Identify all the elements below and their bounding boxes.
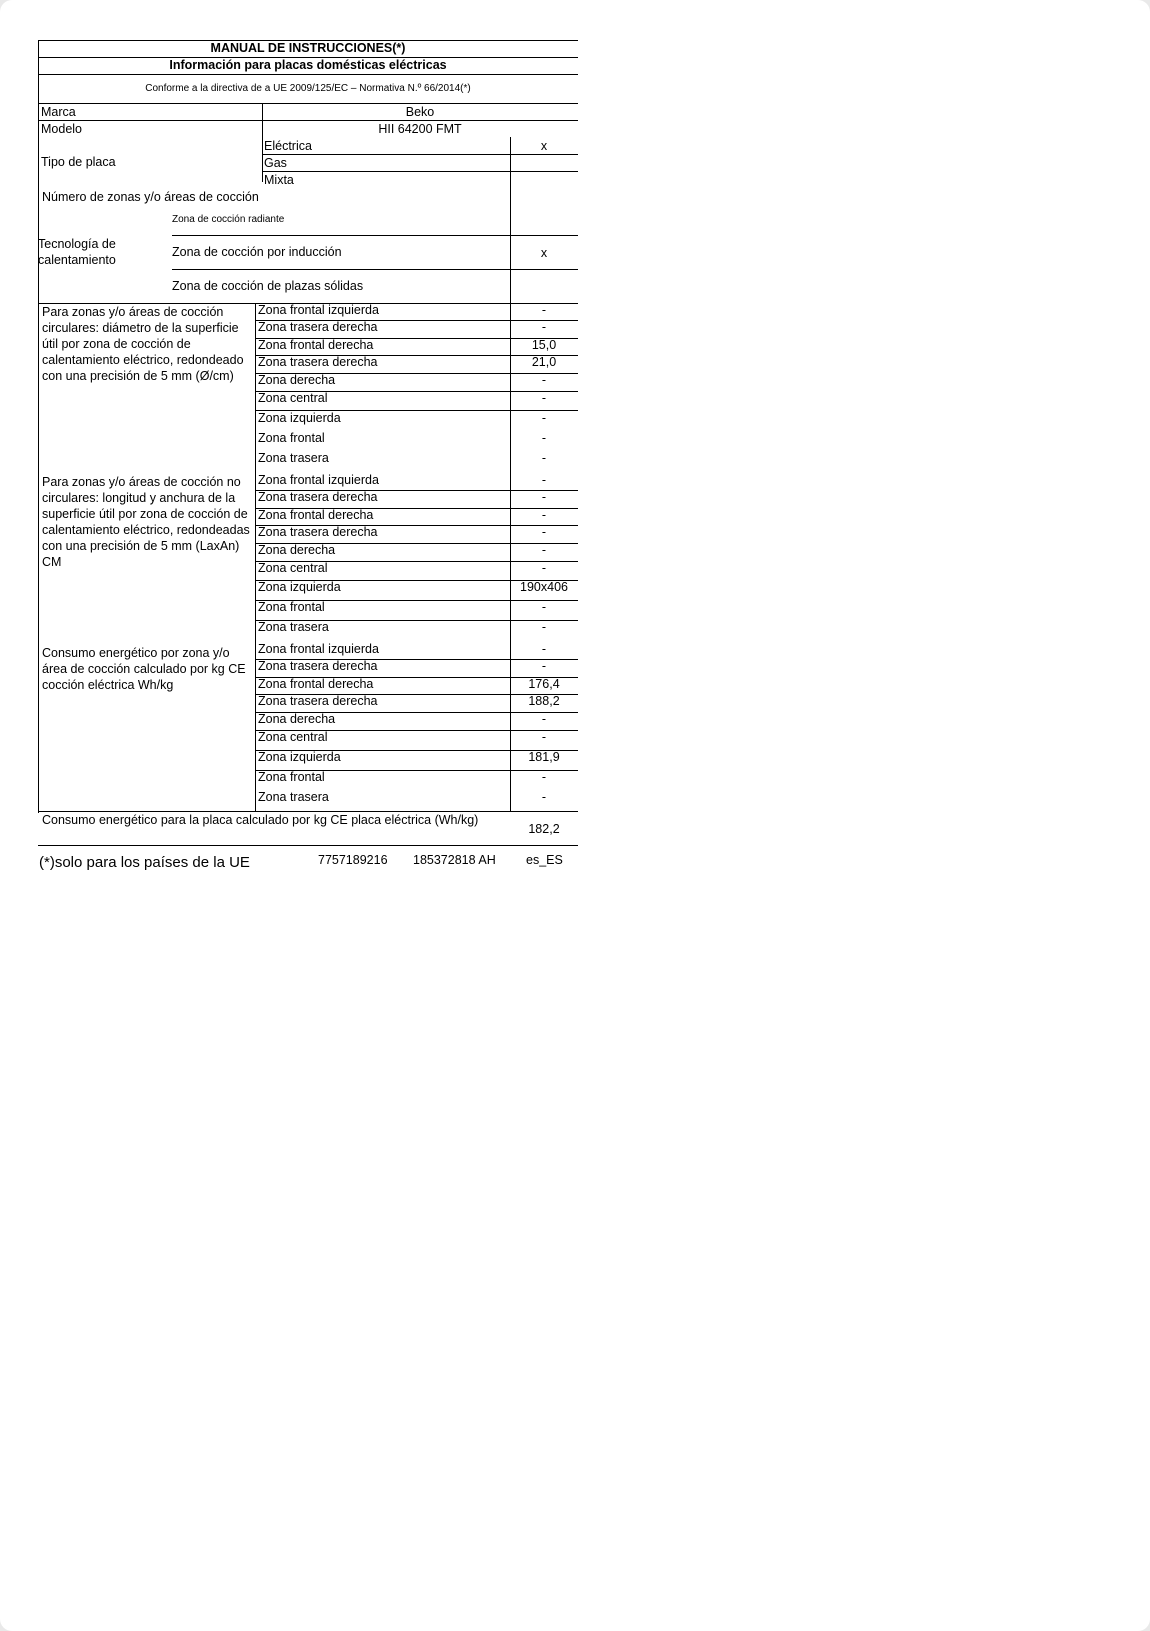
zone-value: - [541,525,547,539]
zone-value: - [541,600,547,614]
zone-label: Zona trasera derecha [258,659,378,673]
zone-label: Zona trasera derecha [258,320,378,334]
zone-value: - [541,659,547,673]
model-value: HII 64200 FMT [378,122,462,136]
zone-value: - [541,712,547,726]
zone-label: Zona central [258,391,328,405]
zone-value: 176,4 [528,677,560,691]
zone-label: Zona izquierda [258,580,341,594]
zone-value: 190x406 [520,580,568,594]
footer-locale: es_ES [526,853,563,867]
zone-label: Zona trasera derecha [258,490,378,504]
zone-value: - [541,411,547,425]
zone-label: Zona frontal izquierda [258,642,379,656]
heating-tech-option-label: Zona de cocción radiante [172,214,285,225]
zone-label: Zona izquierda [258,411,341,425]
zone-value: - [541,473,547,487]
footer-code: 7757189216 [318,853,388,867]
footer-note: (*)solo para los países de la UE [39,854,250,871]
circular-section-label: Para zonas y/o áreas de cocción circulares: diámetro de la superficie útil por zona de cocción de calentamiento eléctrico, redondeado con una precisión de 5 mm (Ø/cm) [42,305,244,383]
zone-value: - [541,730,547,744]
zone-label: Zona central [258,561,328,575]
zone-value: - [541,620,547,634]
zone-value: - [541,320,547,334]
zone-value: - [541,770,547,784]
heating-tech-option-value: x [540,246,548,260]
zone-label: Zona derecha [258,543,336,557]
hob-type-option-label: Eléctrica [264,139,312,153]
zone-label: Zona izquierda [258,750,341,764]
heating-tech-option-label: Zona de cocción de plazas sólidas [172,279,364,293]
total-consumption-value: 182,2 [528,822,560,836]
energy-section-label: Consumo energético por zona y/o área de cocción calculado por kg CE cocción eléctrica Wh/kg [42,646,246,692]
zone-value: - [541,642,547,656]
zone-label: Zona frontal derecha [258,677,374,691]
zone-label: Zona trasera derecha [258,525,378,539]
model-label: Modelo [41,122,82,136]
heating-tech-label: calentamiento [38,253,116,267]
hob-type-label: Tipo de placa [41,155,116,169]
zone-label: Zona derecha [258,712,336,726]
hob-type-option-value: x [540,139,548,153]
zone-value: - [541,431,547,445]
zone-label: Zona central [258,730,328,744]
zone-label: Zona frontal [258,770,325,784]
non-circular-section-label: Para zonas y/o áreas de cocción no circulares: longitud y anchura de la superficie útil por zona de cocción de calentamiento eléctrico, redondeadas con una precisión de 5 mm (LaxAn) CM [42,475,250,569]
brand-value: Beko [405,105,435,119]
zone-label: Zona frontal [258,600,325,614]
zone-label: Zona frontal derecha [258,508,374,522]
footer-code: 185372818 AH [413,853,496,867]
zone-value: - [541,373,547,387]
zone-label: Zona frontal izquierda [258,473,379,487]
total-consumption-label: Consumo energético para la placa calculado por kg CE placa eléctrica (Wh/kg) [42,813,479,827]
zone-value: - [541,543,547,557]
zone-label: Zona frontal [258,431,325,445]
hob-type-option-label: Gas [264,156,287,170]
directive-text: Conforme a la directiva de a UE 2009/125/EC – Normativa N.º 66/2014(*) [145,83,471,94]
manual-subtitle: Información para placas domésticas eléctricas [169,58,447,72]
heating-tech-option-label: Zona de cocción por inducción [172,245,342,259]
zone-value: 188,2 [528,694,560,708]
zone-value: - [541,303,547,317]
zone-label: Zona trasera [258,451,329,465]
heating-tech-label: Tecnología de [38,237,116,251]
zone-label: Zona derecha [258,373,336,387]
brand-label: Marca [41,105,76,119]
zone-label: Zona trasera [258,620,329,634]
zone-label: Zona trasera derecha [258,355,378,369]
zone-label: Zona trasera derecha [258,694,378,708]
manual-title: MANUAL DE INSTRUCCIONES(*) [210,41,406,55]
zone-value: 21,0 [531,355,557,369]
zone-value: 181,9 [528,750,560,764]
zone-value: 15,0 [531,338,557,352]
zone-value: - [541,790,547,804]
zone-value: - [541,490,547,504]
zone-label: Zona frontal izquierda [258,303,379,317]
zones-count-label: Número de zonas y/o áreas de cocción [42,190,259,204]
zone-label: Zona trasera [258,790,329,804]
zone-label: Zona frontal derecha [258,338,374,352]
zone-value: - [541,561,547,575]
zone-value: - [541,451,547,465]
zone-value: - [541,508,547,522]
zone-value: - [541,391,547,405]
hob-type-option-label: Mixta [264,173,294,187]
